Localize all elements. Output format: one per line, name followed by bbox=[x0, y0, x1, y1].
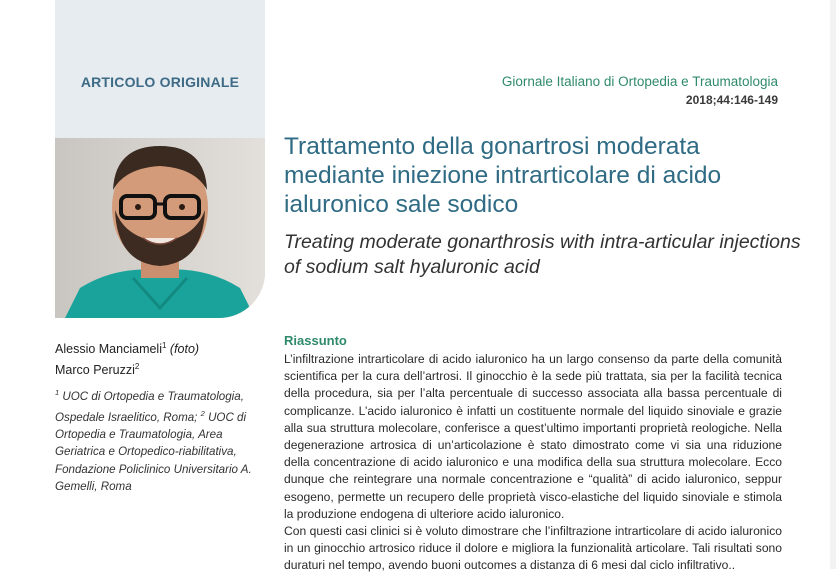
abstract-heading: Riassunto bbox=[284, 333, 347, 348]
section-label: ARTICOLO ORIGINALE bbox=[80, 74, 240, 90]
author-list bbox=[55, 337, 199, 379]
abstract-paragraph-2: Con questi casi clinici si è voluto dimostrare che l’infiltrazione intrarticolare di acido ialuronico in un ginocchio artrosico riduce il dolore e migliora la funzionalità articolare. Tali risultati sono duraturi nel tempo, avendo buoni outcomes a distanza di 6 mesi dal ciclo infiltrativo.. bbox=[284, 524, 782, 573]
abstract-paragraph-1: L’infiltrazione intrarticolare di acido ialuronico ha un largo consenso da parte della comunità scientifica per la cura dell’artrosi. Il ginocchio è la sede più trattata, sia per la facilità tecnica della procedura, sia per l’alta percentuale di successo associata alla bassa percentuale di complicanze. L’acido ialuronico è infatti un costituente normale del liquido sinoviale e grazie alla sua struttura molecolare, conferisce a quest’ultimo importanti proprietà reologiche. Nella degenerazione artrosica di un’articolazione è stato dimostrato come vi sia una riduzione della concentrazione di acido ialuronico e una modifica della sua struttura molecolare. Ecco dunque che reintegrare una normale concentrazione e “qualità” di acido ialuronico, seppur esogeno, permette un recupero delle proprietà visco-elastiche del liquido sinoviale e stimola la produzione endogena di ulteriore acido ialuronico. bbox=[284, 352, 782, 521]
article-title-english: Treating moderate gonarthrosis with intra-articular injections of sodium salt hyaluronic acid bbox=[284, 231, 801, 278]
affiliations: $^1$ UOC di Ortopedia e Traumatologia, Ospedale Israelitico, Roma; $^2$ UOC di Ortopedia e Traumatologia, Area Geriatrica e Ortopedico-riabilitativa, Fondazione Policlinico Universitario A. Gemelli, Roma bbox=[55, 388, 252, 493]
page-edge bbox=[830, 0, 836, 569]
author-1: Alessio Manciameli$^1$ (foto) bbox=[55, 341, 200, 357]
header-panel bbox=[55, 0, 265, 138]
author-2: Marco Peruzzi$^2$ bbox=[55, 362, 140, 378]
abstract-body bbox=[284, 351, 782, 575]
author-portrait-image bbox=[55, 138, 265, 318]
affiliation-2: UOC di Ortopedia e Traumatologia, Area Geriatrica e Ortopedico-riabilitativa, Fondazione Policlinico Universitario A. Gemelli, Roma bbox=[55, 410, 252, 493]
article-title-italian: Trattamento della gonartrosi moderata mediante iniezione intrarticolare di acido ialuronico sale sodico bbox=[284, 133, 722, 218]
journal-name: Giornale Italiano di Ortopedia e Traumatologia bbox=[501, 74, 778, 89]
author-photo bbox=[55, 138, 265, 318]
affiliation-1: UOC di Ortopedia e Traumatologia, Ospedale Israelitico, Roma; bbox=[55, 389, 244, 424]
journal-volume: 2018;44:146-149 bbox=[685, 93, 778, 107]
